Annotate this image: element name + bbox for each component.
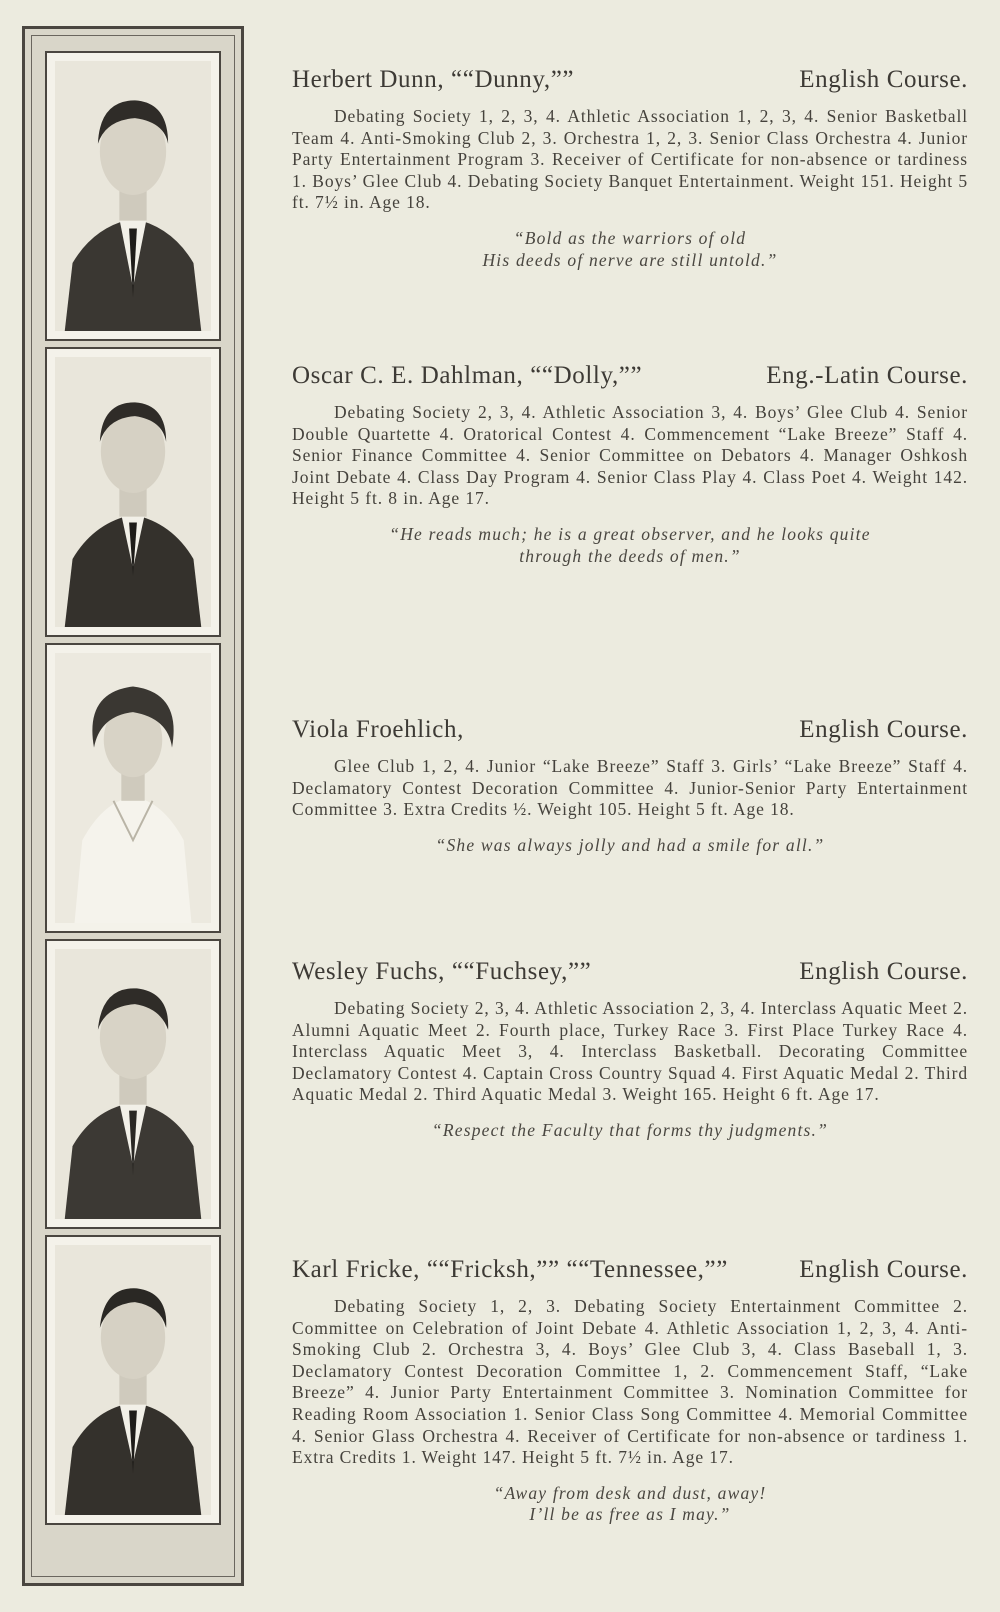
student-name: Wesley Fuchs, ““Fuchsey,”” <box>292 958 592 985</box>
activities-text: Debating Society 1, 2, 3. Debating Society Entertainment Committee 2. Committee on Celebration of Joint Debate 4. Athletic Association 1, 2, 3, 4. Anti-Smoking Club 2. Orchestra 3, 4. Boys’ Glee Club 3, 4. Class Baseball 1, 3. Declamatory Contest Decoration Committee 1, 2. Commencement Staff, “Lake Breeze” 4. Junior Party Entertainment Committee 3. Nomination Committee for Reading Room Association 1. Senior Class Song Committee 4. Memorial Committee 4. Senior Glass Orchestra 4. Receiver of Certificate for non-absence or tardiness 1. Extra Credits 1. Weight 147. Height 5 ft. 7½ in. Age 17. <box>292 1296 968 1468</box>
course-name: English Course. <box>799 66 968 93</box>
quote-line: “She was always jolly and had a smile for all.” <box>435 834 825 855</box>
entry-oscar-dahlman <box>292 362 968 567</box>
student-name: Herbert Dunn, ““Dunny,”” <box>292 66 575 93</box>
course-name: English Course. <box>799 958 968 985</box>
quote-line: “Away from desk and dust, away! <box>493 1482 767 1503</box>
student-name: Karl Fricke, ““Fricksh,”” ““Tennessee,”” <box>292 1256 728 1283</box>
portrait-male-icon <box>55 357 211 627</box>
quote-line: “Bold as the warriors of old <box>513 227 747 248</box>
quote-line: “He reads much; he is a great observer, and he looks quite <box>389 523 871 544</box>
quote-line: His deeds of nerve are still untold.” <box>482 249 778 270</box>
activities-text: Debating Society 2, 3, 4. Athletic Association 3, 4. Boys’ Glee Club 4. Senior Double Quartette 4. Oratorical Contest 4. Commencement “Lake Breeze” Staff 4. Senior Finance Committee 4. Senior Committee on Debators 4. Manager Oshkosh Joint Debate 4. Class Day Program 4. Senior Class Play 4. Class Poet 4. Weight 142. Height 5 ft. 8 in. Age 17. <box>292 402 968 509</box>
portrait-karl-fricke <box>45 1235 221 1525</box>
activities-text: Debating Society 2, 3, 4. Athletic Association 2, 3, 4. Interclass Aquatic Meet 2. Alumni Aquatic Meet 2. Fourth place, Turkey Race 3. First Place Turkey Race 4. Interclass Aquatic Meet 3, 4. Interclass Basketball. Decorating Committee Declamatory Contest 4. Captain Cross Country Squad 4. First Aquatic Medal 2. Third Aquatic Medal 2. Third Aquatic Medal 3. Weight 165. Height 6 ft. Age 17. <box>292 998 968 1105</box>
entry-header <box>292 66 968 94</box>
senior-quote <box>292 835 968 857</box>
entry-header <box>292 1256 968 1284</box>
course-name: English Course. <box>799 716 968 743</box>
portrait-herbert-dunn <box>45 51 221 341</box>
quote-line: through the deeds of men.” <box>519 545 741 566</box>
entry-header <box>292 716 968 744</box>
entry-viola-froehlich <box>292 716 968 856</box>
student-name: Viola Froehlich, <box>292 716 464 743</box>
portrait-male-icon <box>55 949 211 1219</box>
entry-herbert-dunn <box>292 66 968 271</box>
photo-column-frame <box>22 26 244 1586</box>
activities-text: Debating Society 1, 2, 3, 4. Athletic Association 1, 2, 3, 4. Senior Basketball Team 4. Anti-Smoking Club 2, 3. Orchestra 1, 2, 3. Senior Class Orchestra 4. Junior Party Entertainment Program 3. Receiver of Certificate for non-absence or tardiness 1. Boys’ Glee Club 4. Debating Society Banquet Entertainment. Weight 151. Height 5 ft. 7½ in. Age 18. <box>292 106 968 213</box>
quote-line: I’ll be as free as I may.” <box>529 1504 731 1525</box>
portrait-viola-froehlich <box>45 643 221 933</box>
portrait-female-icon <box>55 653 211 923</box>
quote-line: “Respect the Faculty that forms thy judgments.” <box>431 1119 829 1140</box>
entry-header <box>292 362 968 390</box>
senior-quote <box>292 1120 968 1142</box>
portrait-wesley-fuchs <box>45 939 221 1229</box>
senior-quote <box>292 1483 968 1526</box>
portrait-male-icon <box>55 1245 211 1515</box>
portrait-oscar-dahlman <box>45 347 221 637</box>
entry-header <box>292 958 968 986</box>
course-name: Eng.-Latin Course. <box>766 362 968 389</box>
entry-karl-fricke <box>292 1256 968 1526</box>
entry-wesley-fuchs <box>292 958 968 1142</box>
student-name: Oscar C. E. Dahlman, ““Dolly,”” <box>292 362 643 389</box>
portrait-male-icon <box>55 61 211 331</box>
course-name: English Course. <box>799 1256 968 1283</box>
senior-quote <box>292 524 968 567</box>
senior-quote <box>292 228 968 271</box>
activities-text: Glee Club 1, 2, 4. Junior “Lake Breeze” Staff 3. Girls’ “Lake Breeze” Staff 4. Declamatory Contest Decoration Committee 4. Junior-Senior Party Entertainment Committee 3. Extra Credits ½. Weight 105. Height 5 ft. Age 18. <box>292 756 968 820</box>
